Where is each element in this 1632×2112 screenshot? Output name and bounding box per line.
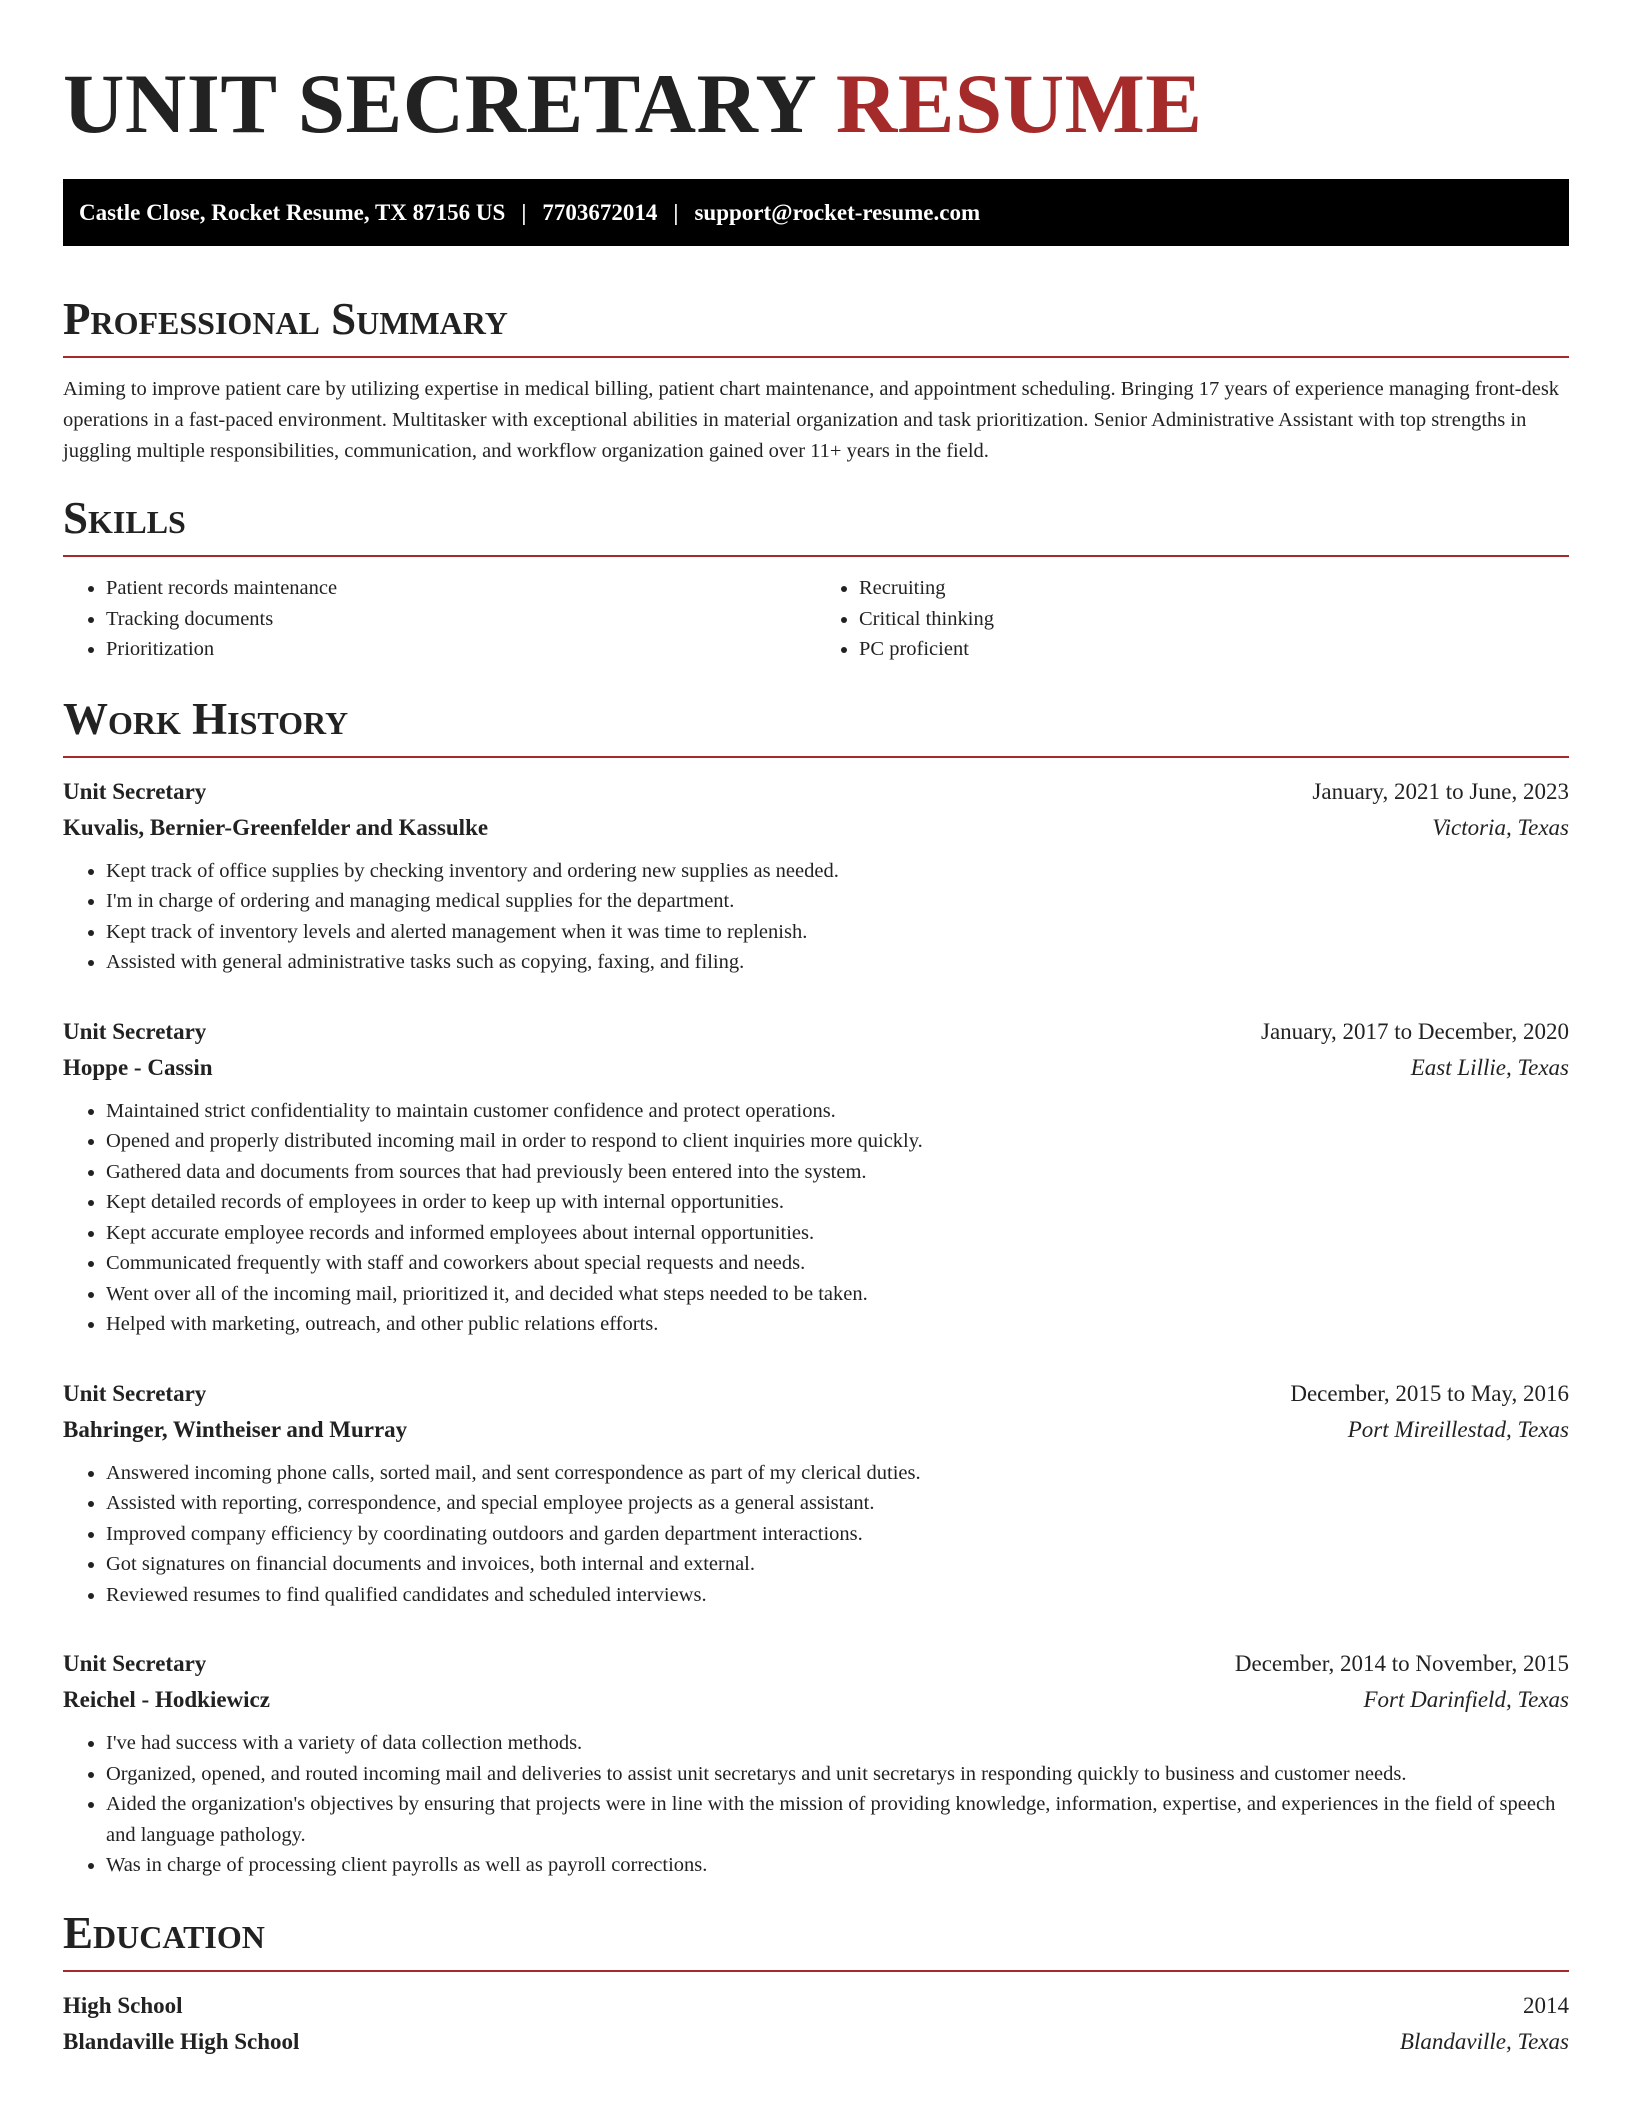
job-bullet: • I'm in charge of ordering and managing medical supplies for the department. (106, 886, 1569, 917)
section-divider (63, 1970, 1569, 1972)
education-location: Blandaville, Texas (1399, 2028, 1569, 2054)
job-dates: January, 2017 to December, 2020 (1261, 1018, 1569, 1044)
section-heading-skills: Skills (63, 493, 186, 543)
job-bullet: • Aided the organization's objectives by ensuring that projects were in line with the mission of providing knowledge, information, expertise, and experiences in the field of speech and language pathology. (106, 1789, 1569, 1850)
job-bullets (63, 856, 1569, 978)
job-title: Unit Secretary (63, 1380, 207, 1406)
job-company: Reichel - Hodkiewicz (63, 1687, 270, 1712)
job-bullet: • Maintained strict confidentiality to maintain customer confidence and protect operations. (106, 1096, 1569, 1127)
job-location: East Lillie, Texas (1410, 1054, 1569, 1080)
job-title: Unit Secretary (63, 1018, 207, 1044)
contact-phone: 7703672014 (542, 199, 658, 225)
job-title: Unit Secretary (63, 1651, 207, 1676)
skill-item: • Critical thinking (859, 604, 1569, 635)
education-entry (63, 1988, 1569, 2060)
summary-text: Aiming to improve patient care by utilizing expertise in medical billing, patient chart maintenance, and appointment scheduling. Bringing 17 years of experience managing front-desk operations in a fast-paced environment. Multitasker with exceptional abilities in material organization and task prioritization. Senior Administrative Assistant with top strengths in juggling multiple responsibilities, communication, and workflow organization gained over 11+ years in the field. (63, 378, 1560, 462)
job-bullet: • Kept track of office supplies by checking inventory and ordering new supplies as needed. (106, 856, 1569, 887)
work-history-section (63, 693, 1569, 1881)
job-company: Bahringer, Wintheiser and Murray (63, 1416, 408, 1442)
job-entry (63, 1646, 1569, 1881)
job-location: Fort Darinfield, Texas (1363, 1687, 1569, 1712)
job-bullet: • Gathered data and documents from sources that had previously been entered into the system. (106, 1157, 1569, 1188)
skill-item: • Tracking documents (106, 604, 816, 635)
section-heading-education: Education (63, 1907, 265, 1958)
job-location: Victoria, Texas (1432, 814, 1569, 840)
job-dates: January, 2021 to June, 2023 (1312, 778, 1569, 804)
job-entry (63, 774, 1569, 978)
job-bullet: • Went over all of the incoming mail, prioritized it, and decided what steps needed to be taken. (106, 1279, 1569, 1310)
job-bullet: • Opened and properly distributed incoming mail in order to respond to client inquiries more quickly. (106, 1126, 1569, 1157)
section-divider (63, 756, 1569, 758)
contact-separator: | (521, 199, 527, 225)
job-bullet: • Reviewed resumes to find qualified candidates and scheduled interviews. (106, 1580, 1569, 1611)
skills-grid (63, 573, 1569, 665)
job-bullet: • Assisted with reporting, correspondence, and special employee projects as a general assistant. (106, 1488, 1569, 1519)
job-bullet: • Was in charge of processing client payrolls as well as payroll corrections. (106, 1850, 1569, 1881)
job-bullet: • Kept track of inventory levels and alerted management when it was time to replenish. (106, 917, 1569, 948)
contact-address: Castle Close, Rocket Resume, TX 87156 US (79, 199, 506, 225)
job-dates: December, 2015 to May, 2016 (1290, 1380, 1569, 1406)
title-main: UNIT SECRETARY (63, 57, 815, 151)
job-bullet: • Communicated frequently with staff and coworkers about special requests and needs. (106, 1248, 1569, 1279)
section-divider (63, 356, 1569, 358)
skills-list-left (63, 573, 816, 665)
education-degree: High School (63, 1992, 183, 2018)
section-heading-summary: Professional Summary (63, 294, 508, 344)
job-bullet: • Improved company efficiency by coordinating outdoors and garden department interactions. (106, 1519, 1569, 1550)
resume-title (63, 56, 1569, 151)
job-company: Hoppe - Cassin (63, 1054, 213, 1080)
skills-section (63, 493, 1569, 665)
job-bullet: • Helped with marketing, outreach, and other public relations efforts. (106, 1309, 1569, 1340)
summary-section (63, 294, 1569, 467)
contact-bar (63, 179, 1569, 246)
job-location: Port Mireillestad, Texas (1347, 1416, 1569, 1442)
job-company: Kuvalis, Bernier-Greenfelder and Kassulke (63, 814, 489, 840)
job-bullet: • Answered incoming phone calls, sorted mail, and sent correspondence as part of my clerical duties. (106, 1458, 1569, 1489)
education-section (63, 1907, 1569, 2060)
title-accent: RESUME (835, 57, 1203, 151)
job-bullets (63, 1096, 1569, 1340)
job-title: Unit Secretary (63, 778, 207, 804)
skill-item: • PC proficient (859, 634, 1569, 665)
job-bullet: • I've had success with a variety of data collection methods. (106, 1728, 1569, 1759)
contact-separator: | (673, 199, 679, 225)
job-entry (63, 1014, 1569, 1340)
skills-list-right (816, 573, 1569, 665)
job-dates: December, 2014 to November, 2015 (1234, 1651, 1569, 1676)
skill-item: • Recruiting (859, 573, 1569, 604)
job-bullet: • Assisted with general administrative tasks such as copying, faxing, and filing. (106, 947, 1569, 978)
skill-item: • Prioritization (106, 634, 816, 665)
section-heading-work: Work History (63, 693, 349, 744)
section-divider (63, 555, 1569, 557)
job-bullet: • Organized, opened, and routed incoming mail and deliveries to assist unit secretarys and unit secretarys in responding quickly to business and customer needs. (106, 1759, 1569, 1790)
contact-email: support@rocket-resume.com (694, 199, 981, 225)
job-bullets (63, 1728, 1569, 1881)
job-entry (63, 1376, 1569, 1611)
job-bullets (63, 1458, 1569, 1611)
education-school: Blandaville High School (63, 2028, 300, 2054)
job-bullet: • Kept accurate employee records and informed employees about internal opportunities. (106, 1218, 1569, 1249)
job-bullet: • Kept detailed records of employees in order to keep up with internal opportunities. (106, 1187, 1569, 1218)
skill-item: • Patient records maintenance (106, 573, 816, 604)
education-year: 2014 (1523, 1992, 1569, 2018)
job-bullet: • Got signatures on financial documents and invoices, both internal and external. (106, 1549, 1569, 1580)
